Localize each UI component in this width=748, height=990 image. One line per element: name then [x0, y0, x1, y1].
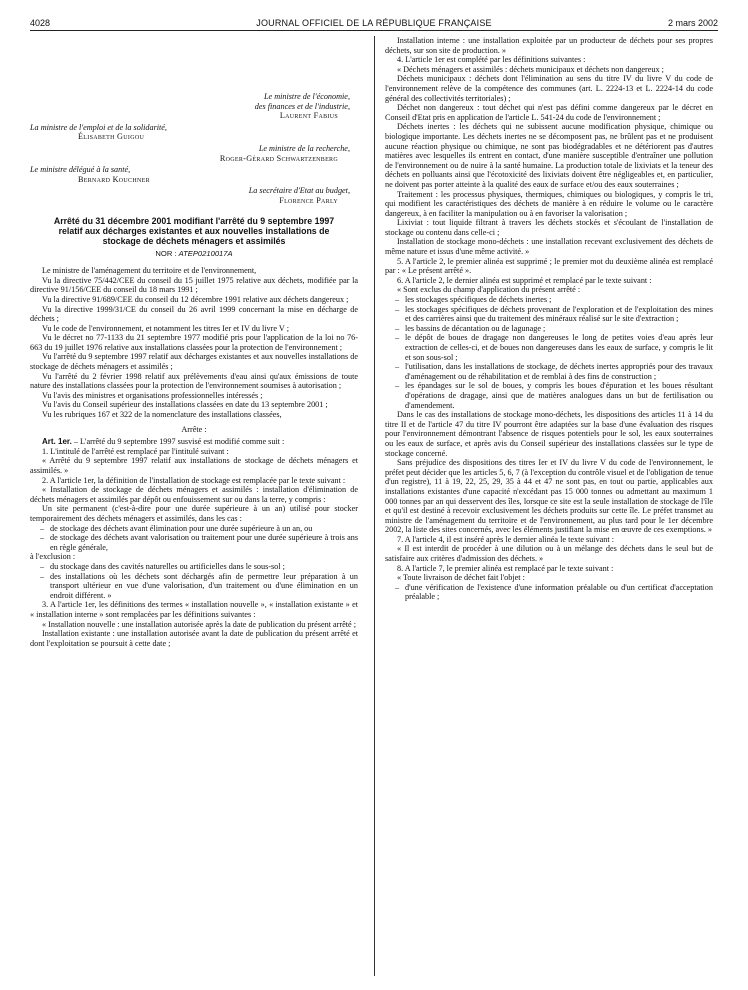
- body-paragraph: 1. L'intitulé de l'arrêté est remplacé par l'intitulé suivant :: [42, 446, 229, 456]
- body-paragraph: Sans préjudice des dispositions des titres Ier et IV du livre V du code de l'environnement, le préfet peut décider que les articles 5, 6, 7 (à l'exception du contrôle visuel et de l'obligation de tenue d'un registre), 11 à 19, 22, 25, 29, 35 à 44 et 47 ne sont pas, en tout ou partie, applicables aux installations existantes d'une capacité n'excédant pas 15 000 tonnes ou admettant au maximum 1 000 tonnes par an qui desservent des îles, lorsque ce site est la seule installation de stockage de l'île et qu'il est destiné à recevoir exclusivement les déchets produits sur cette île. Le préfet transmet au ministre de l'aménagement du territoire et de l'environnement, au plus tard pour le 1er décembre 2002, la liste des sites concernés, avec les éléments justifiant la mise en œuvre de ces exemptions. »: [385, 458, 713, 535]
- signature: [30, 144, 358, 163]
- list-item: – les stockages spécifiques de déchets provenant de l'exploration et de l'exploitation des mines et des carrières ainsi que du traitement des minéraux réalisé sur le site d'extraction ;: [405, 305, 713, 324]
- preamble: [30, 266, 358, 420]
- column-divider: [374, 36, 375, 976]
- body-paragraph: « Toute livraison de déchet fait l'objet :: [397, 573, 525, 583]
- signatory-role: La secrétaire d'Etat au budget,: [248, 186, 350, 196]
- left-body: [30, 447, 358, 648]
- issue-date: 2 mars 2002: [667, 18, 718, 28]
- body-paragraph: « Arrêté du 9 septembre 1997 relatif aux installations de stockage de déchets ménagers et assimilés. »: [30, 456, 358, 475]
- signature-block: [30, 92, 358, 206]
- dash-list: [30, 524, 358, 553]
- right-body: [385, 36, 713, 602]
- body-paragraph: Un site permanent (c'est-à-dire pour une durée supérieure à un an) utilisé pour stocker temporairement des déchets ménagers et assimilés, dans les cas :: [30, 504, 358, 523]
- body-paragraph: « Installation nouvelle : une installation autorisée après la date de publication du présent arrêté ;: [42, 619, 356, 629]
- signature: [30, 165, 358, 184]
- body-paragraph: Traitement : les processus physiques, thermiques, chimiques ou biologiques, y compris le tri, qui modifient les caractéristiques des déchets de manière à en réduire le volume ou le caractère dangereux, à en faciliter la manipulation ou à en favoriser la valorisation ;: [385, 189, 713, 218]
- body-paragraph: 4. L'article 1er est complété par les définitions suivantes :: [397, 55, 586, 65]
- signatory-role: Le ministre délégué à la santé,: [30, 165, 131, 175]
- body-paragraph: 8. A l'article 7, le premier alinéa est remplacé par le texte suivant :: [397, 563, 614, 573]
- body-paragraph: 3. A l'article 1er, les définitions des termes « installation nouvelle », « installation existante » et « installation interne » sont remplacées par les définitions suivantes :: [30, 600, 358, 619]
- body-paragraph: « Il est interdit de procéder à une dilution ou à un mélange des déchets dans le seul but de satisfaire aux critères d'admission des déchets. »: [385, 544, 713, 564]
- signature: [30, 123, 358, 142]
- body-paragraph: « Déchets ménagers et assimilés : déchets municipaux et déchets non dangereux ;: [397, 64, 664, 74]
- body-paragraph: à l'exclusion :: [30, 552, 76, 562]
- list-item: – du stockage dans des cavités naturelles ou artificielles dans le sous-sol ;: [50, 562, 358, 572]
- dash-list: [385, 583, 713, 602]
- page-header: [30, 18, 718, 31]
- list-item: – de stockage des déchets avant élimination pour une durée supérieure à un an, ou: [50, 524, 358, 534]
- body-paragraph: Installation interne : une installation exploitée par un producteur de déchets pour ses propres déchets, sur son site de production. »: [385, 36, 713, 55]
- nor-reference: [30, 249, 358, 259]
- body-paragraph: Déchet non dangereux : tout déchet qui n'est pas défini comme dangereux par le décret en Conseil d'Etat pris en application de l'article L. 541-24 du code de l'environnement ;: [385, 103, 713, 122]
- preamble-paragraph: Le ministre de l'aménagement du territoire et de l'environnement,: [42, 266, 257, 276]
- preamble-paragraph: Vu l'arrêté du 9 septembre 1997 relatif aux décharges existantes et aux nouvelles installations de stockage de déchets ménagers et assimilés ;: [30, 352, 358, 372]
- right-column: [385, 36, 713, 602]
- list-item: – des installations où les déchets sont déchargés afin de permettre leur préparation à un transport ultérieur en vue d'une valorisation, d'un traitement ou d'une élimination en un endroit différent. »: [50, 572, 358, 601]
- signatory-role: Le ministre de l'économie,: [263, 92, 350, 101]
- body-paragraph: 6. A l'article 2, le dernier alinéa est supprimé et remplacé par le texte suivant :: [397, 275, 652, 285]
- signatory-role-line2: des finances et de l'industrie,: [254, 101, 350, 111]
- article-1-text: – L'arrêté du 9 septembre 1997 susvisé est modifié comme suit :: [71, 437, 285, 447]
- preamble-paragraph: Vu le décret no 77-1133 du 21 septembre 1977 modifié pris pour l'application de la loi no 76-663 du 19 juillet 1976 relative aux installations classées pour la protection de l'environnement ;: [30, 333, 358, 352]
- list-item: – d'une vérification de l'existence d'une information préalable ou d'un certificat d'acceptation préalable ;: [405, 583, 713, 602]
- signatory-name: Roger-Gérard Schwartzenberg: [219, 153, 338, 163]
- page-number: 4028: [30, 18, 51, 28]
- journal-title: JOURNAL OFFICIEL DE LA RÉPUBLIQUE FRANÇAISE: [256, 18, 492, 28]
- body-paragraph: Installation de stockage mono-déchets : une installation recevant exclusivement des déchets de même nature et issus d'une même activité. »: [385, 237, 713, 257]
- body-paragraph: Dans le cas des installations de stockage mono-déchets, les dispositions des articles 11 à 14 du titre II et de l'article 47 du titre IV pourront être adaptées sur la base d'une évaluation des risques pour l'environnement démontrant l'absence de risques potentiels pour le sol, les eaux souterraines ou les eaux de surface, et après avis du Conseil supérieur des installations classées sur le type de stockage concerné.: [385, 410, 713, 458]
- signatory-name: Laurent Fabius: [279, 111, 338, 121]
- body-paragraph: Installation existante : une installation autorisée avant la date de publication du présent arrêté et dont l'exploitation se poursuit à cette date ;: [30, 629, 358, 648]
- arrete-label: Arrête :: [181, 424, 207, 434]
- preamble-paragraph: Vu l'avis des ministres et organisations professionnelles intéressés ;: [42, 390, 263, 400]
- preamble-paragraph: Vu le code de l'environnement, et notamment les titres Ier et IV du livre V ;: [42, 323, 289, 333]
- body-paragraph: 2. A l'article 1er, la définition de l'installation de stockage est remplacée par le texte suivant :: [42, 475, 346, 485]
- signatory-name: Élisabeth Guigou: [78, 132, 145, 142]
- body-paragraph: Déchets inertes : les déchets qui ne subissent aucune modification physique, chimique ou biologique importante. Les déchets inertes ne se décomposent pas, ne brûlent pas et ne produisent aucune réaction physique ou chimique, ne sont pas biodégradables et ne détériorent pas d'autres matières avec lesquelles ils entrent en contact, d'une manière susceptible d'entraîner une pollution de l'environnement ou de nuire à la santé humaine. La production totale de lixiviats et la teneur des déchets en polluants ainsi que l'écotoxicité des lixiviats doivent être négligeables et, en particulier, ne doivent pas porter atteinte à la qualité des eaux de surface et/ou des eaux souterraines ;: [385, 122, 713, 189]
- preamble-paragraph: Vu l'arrêté du 2 février 1998 relatif aux prélèvements d'eau ainsi qu'aux émissions de toute nature des installations classées pour la protection de l'environnement soumises à autorisation ;: [30, 371, 358, 391]
- body-paragraph: 5. A l'article 2, le premier alinéa est supprimé ; le premier mot du deuxième alinéa est remplacé par : « Le présent arrêté ».: [385, 256, 713, 276]
- signature: [30, 186, 358, 205]
- body-paragraph: « Installation de stockage de déchets ménagers et assimilés : installation d'élimination de déchets ménagers et assimilés par dépôt ou enfouissement sur ou dans la terre, y compris :: [30, 485, 358, 504]
- dash-list: [30, 562, 358, 600]
- article-1: [30, 437, 358, 447]
- list-item: – le dépôt de boues de dragage non dangereuses le long de petites voies d'eau après leur extraction de celles-ci, et de boues non dangereuses dans les eaux de surface, y compris le lit et son sous-sol ;: [405, 333, 713, 362]
- article-1-label: Art. 1er.: [42, 437, 72, 447]
- body-paragraph: « Sont exclus du champ d'application du présent arrêté :: [397, 285, 581, 295]
- list-item: – les épandages sur le sol de boues, y compris les boues d'épuration et les boues résultant d'opérations de dragage, ainsi que de matières analogues dans un but de fertilisation ou d'amendement.: [405, 381, 713, 410]
- signatory-role: La ministre de l'emploi et de la solidarité,: [30, 122, 167, 132]
- body-paragraph: 7. A l'article 4, il est inséré après le dernier alinéa le texte suivant :: [397, 534, 614, 544]
- decree-title: Arrêté du 31 décembre 2001 modifiant l'arrêté du 9 septembre 1997 relatif aux décharges existantes et aux nouvelles installations de stockage de déchets ménagers et assimilés: [53, 215, 335, 246]
- body-paragraph: Déchets municipaux : déchets dont l'élimination au sens du titre IV du livre V du code de l'environnement relève de la compétence des communes (art. L. 2224-13 et L. 2224-14 du code général des collectivités territoriales) ;: [385, 74, 713, 103]
- list-item: – les bassins de décantation ou de lagunage ;: [405, 324, 713, 334]
- nor-code: ATEP0210017A: [178, 248, 233, 258]
- signatory-name: Bernard Kouchner: [78, 174, 150, 184]
- signatory-role: Le ministre de la recherche,: [258, 143, 350, 153]
- body-paragraph: Lixiviat : tout liquide filtrant à travers les déchets stockés et s'écoulant de l'installation de stockage ou contenu dans celle-ci ;: [385, 218, 713, 237]
- dash-list: [385, 295, 713, 410]
- preamble-paragraph: Vu l'avis du Conseil supérieur des installations classées en date du 13 septembre 2001 ;: [42, 400, 328, 410]
- signature: [30, 92, 358, 121]
- preamble-paragraph: Vu la directive 91/689/CEE du conseil du 12 décembre 1991 relative aux déchets dangereux ;: [42, 294, 349, 304]
- signatory-name: Florence Parly: [279, 195, 338, 205]
- preamble-paragraph: Vu la directive 1999/31/CE du conseil du 26 avril 1999 concernant la mise en décharge de déchets ;: [30, 304, 358, 324]
- left-column: [30, 36, 358, 648]
- list-item: – l'utilisation, dans les installations de stockage, de déchets inertes appropriés pour des travaux d'aménagement ou de réhabilitation et de remblai à des fins de construction ;: [405, 362, 713, 381]
- preamble-paragraph: Vu la directive 75/442/CEE du conseil du 15 juillet 1975 relative aux déchets, modifiée par la directive 91/156/CEE du conseil du 18 mars 1991 ;: [30, 275, 358, 295]
- nor-label: NOR :: [155, 248, 177, 258]
- preamble-paragraph: Vu les rubriques 167 et 322 de la nomenclature des installations classées,: [42, 410, 282, 420]
- list-item: – les stockages spécifiques de déchets inertes ;: [405, 295, 713, 305]
- list-item: – de stockage des déchets avant valorisation ou traitement pour une durée supérieure à trois ans en règle générale,: [50, 533, 358, 552]
